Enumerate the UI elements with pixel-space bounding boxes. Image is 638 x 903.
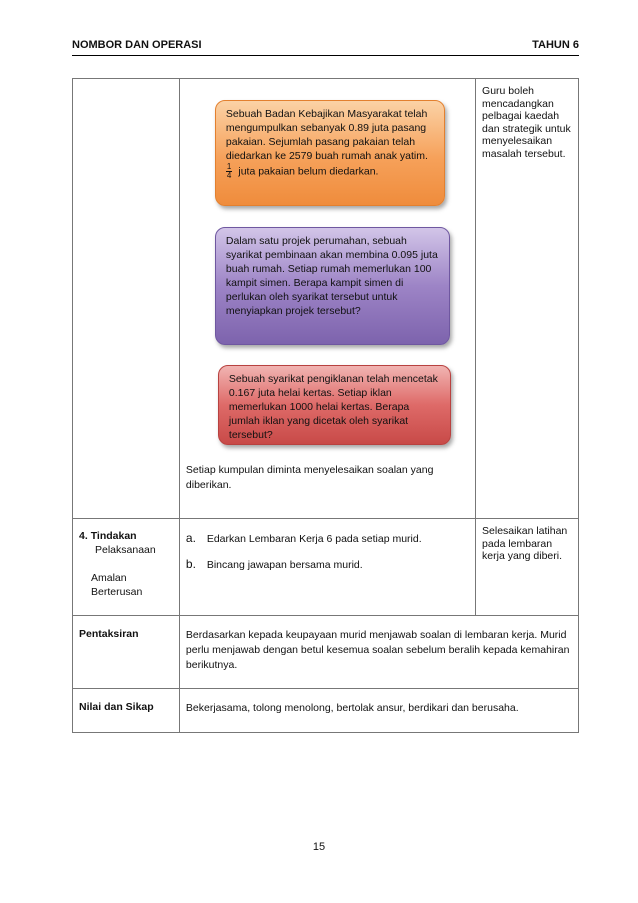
- header-year: TAHUN 6: [532, 39, 579, 51]
- list-item-label: a.: [185, 531, 196, 545]
- problem-advertising-text: Sebuah syarikat pengiklanan telah mencetak 0.167 juta helai kertas. Setiap iklan memerlukan 1000 helai kertas. Berapa jumlah iklan yang dicetak oleh syarikat tersebut?: [228, 373, 438, 441]
- page-number: 15: [312, 841, 326, 853]
- problem-clothing-text: Sebuah Badan Kebajikan Masyarakat telah mengumpulkan sebanyak 0.89 juta pasang pakaian. Sejumlah pasang pakaian telah diedarkan ke 2579 buah rumah anak yatim.: [225, 108, 428, 162]
- step-number: 4.: [79, 530, 88, 542]
- problem-housing-text: Dalam satu projek perumahan, sebuah syarikat pembinaan akan membina 0.095 juta buah rumah. Setiap rumah memerlukan 100 kampit simen. Berapa kampit simen di perlukan oleh syarikat tersebut untuk menyiapkan projek tersebut?: [225, 235, 438, 317]
- row2-label-cell: [73, 519, 180, 616]
- list-item-text: Bincang jawapan bersama murid.: [206, 559, 363, 571]
- row3-label-cell: [73, 616, 180, 689]
- list-item-text: Edarkan Lembaran Kerja 6 pada setiap murid.: [206, 533, 422, 545]
- problem-box-housing: [215, 227, 450, 345]
- row4-label-cell: [73, 689, 180, 733]
- action-list: [180, 519, 475, 572]
- list-item: [186, 531, 469, 546]
- step-title: Tindakan: [90, 530, 137, 542]
- table-row-values: [73, 689, 579, 733]
- row2-note-cell: [476, 519, 579, 616]
- teacher-note: Guru boleh mencadangkan pelbagai kaedah dan strategik untuk menyelesaikan masalah tersebut.: [482, 85, 571, 160]
- header-subject: NOMBOR DAN OPERASI: [72, 39, 202, 51]
- table-row-assessment: [73, 616, 579, 689]
- problem-box-advertising: [218, 365, 451, 445]
- row1-note-cell: [476, 79, 579, 519]
- problem-clothing-tail: juta pakaian belum diedarkan.: [238, 165, 379, 178]
- assessment-text: Berdasarkan kepada keupayaan murid menjawab soalan di lembaran kerja. Murid perlu menjawab dengan betul kesemua soalan sebelum beralih kepada kemahiran berikutnya.: [185, 629, 570, 671]
- step-extra-berterusan: Berterusan: [91, 586, 143, 598]
- assessment-label: Pentaksiran: [79, 628, 139, 640]
- table-row-action: [73, 519, 579, 616]
- exercise-note: Selesaikan latihan pada lembaran kerja yang diberi.: [482, 525, 568, 562]
- step-subtitle: Pelaksanaan: [95, 544, 156, 556]
- values-label: Nilai dan Sikap: [79, 701, 154, 713]
- list-item: [186, 557, 469, 572]
- row1-content-cell: [179, 79, 475, 519]
- values-text: Bekerjasama, tolong menolong, bertolak ansur, berdikari dan berusaha.: [185, 702, 519, 714]
- problem-box-clothing: [215, 100, 445, 206]
- row1-label-cell: [73, 79, 180, 519]
- list-item-label: b.: [185, 557, 196, 571]
- step-extra-amalan: Amalan: [91, 572, 127, 584]
- row4-content-cell: [179, 689, 578, 733]
- group-instruction: Setiap kumpulan diminta menyelesaikan soalan yang diberikan.: [185, 464, 434, 491]
- table-row-activity: [73, 79, 579, 519]
- row3-content-cell: [179, 616, 578, 689]
- row2-content-cell: [179, 519, 475, 616]
- lesson-plan-table: [72, 78, 579, 733]
- page-header: [72, 36, 579, 56]
- fraction-one-quarter: $\frac{1}{4}$: [226, 162, 232, 180]
